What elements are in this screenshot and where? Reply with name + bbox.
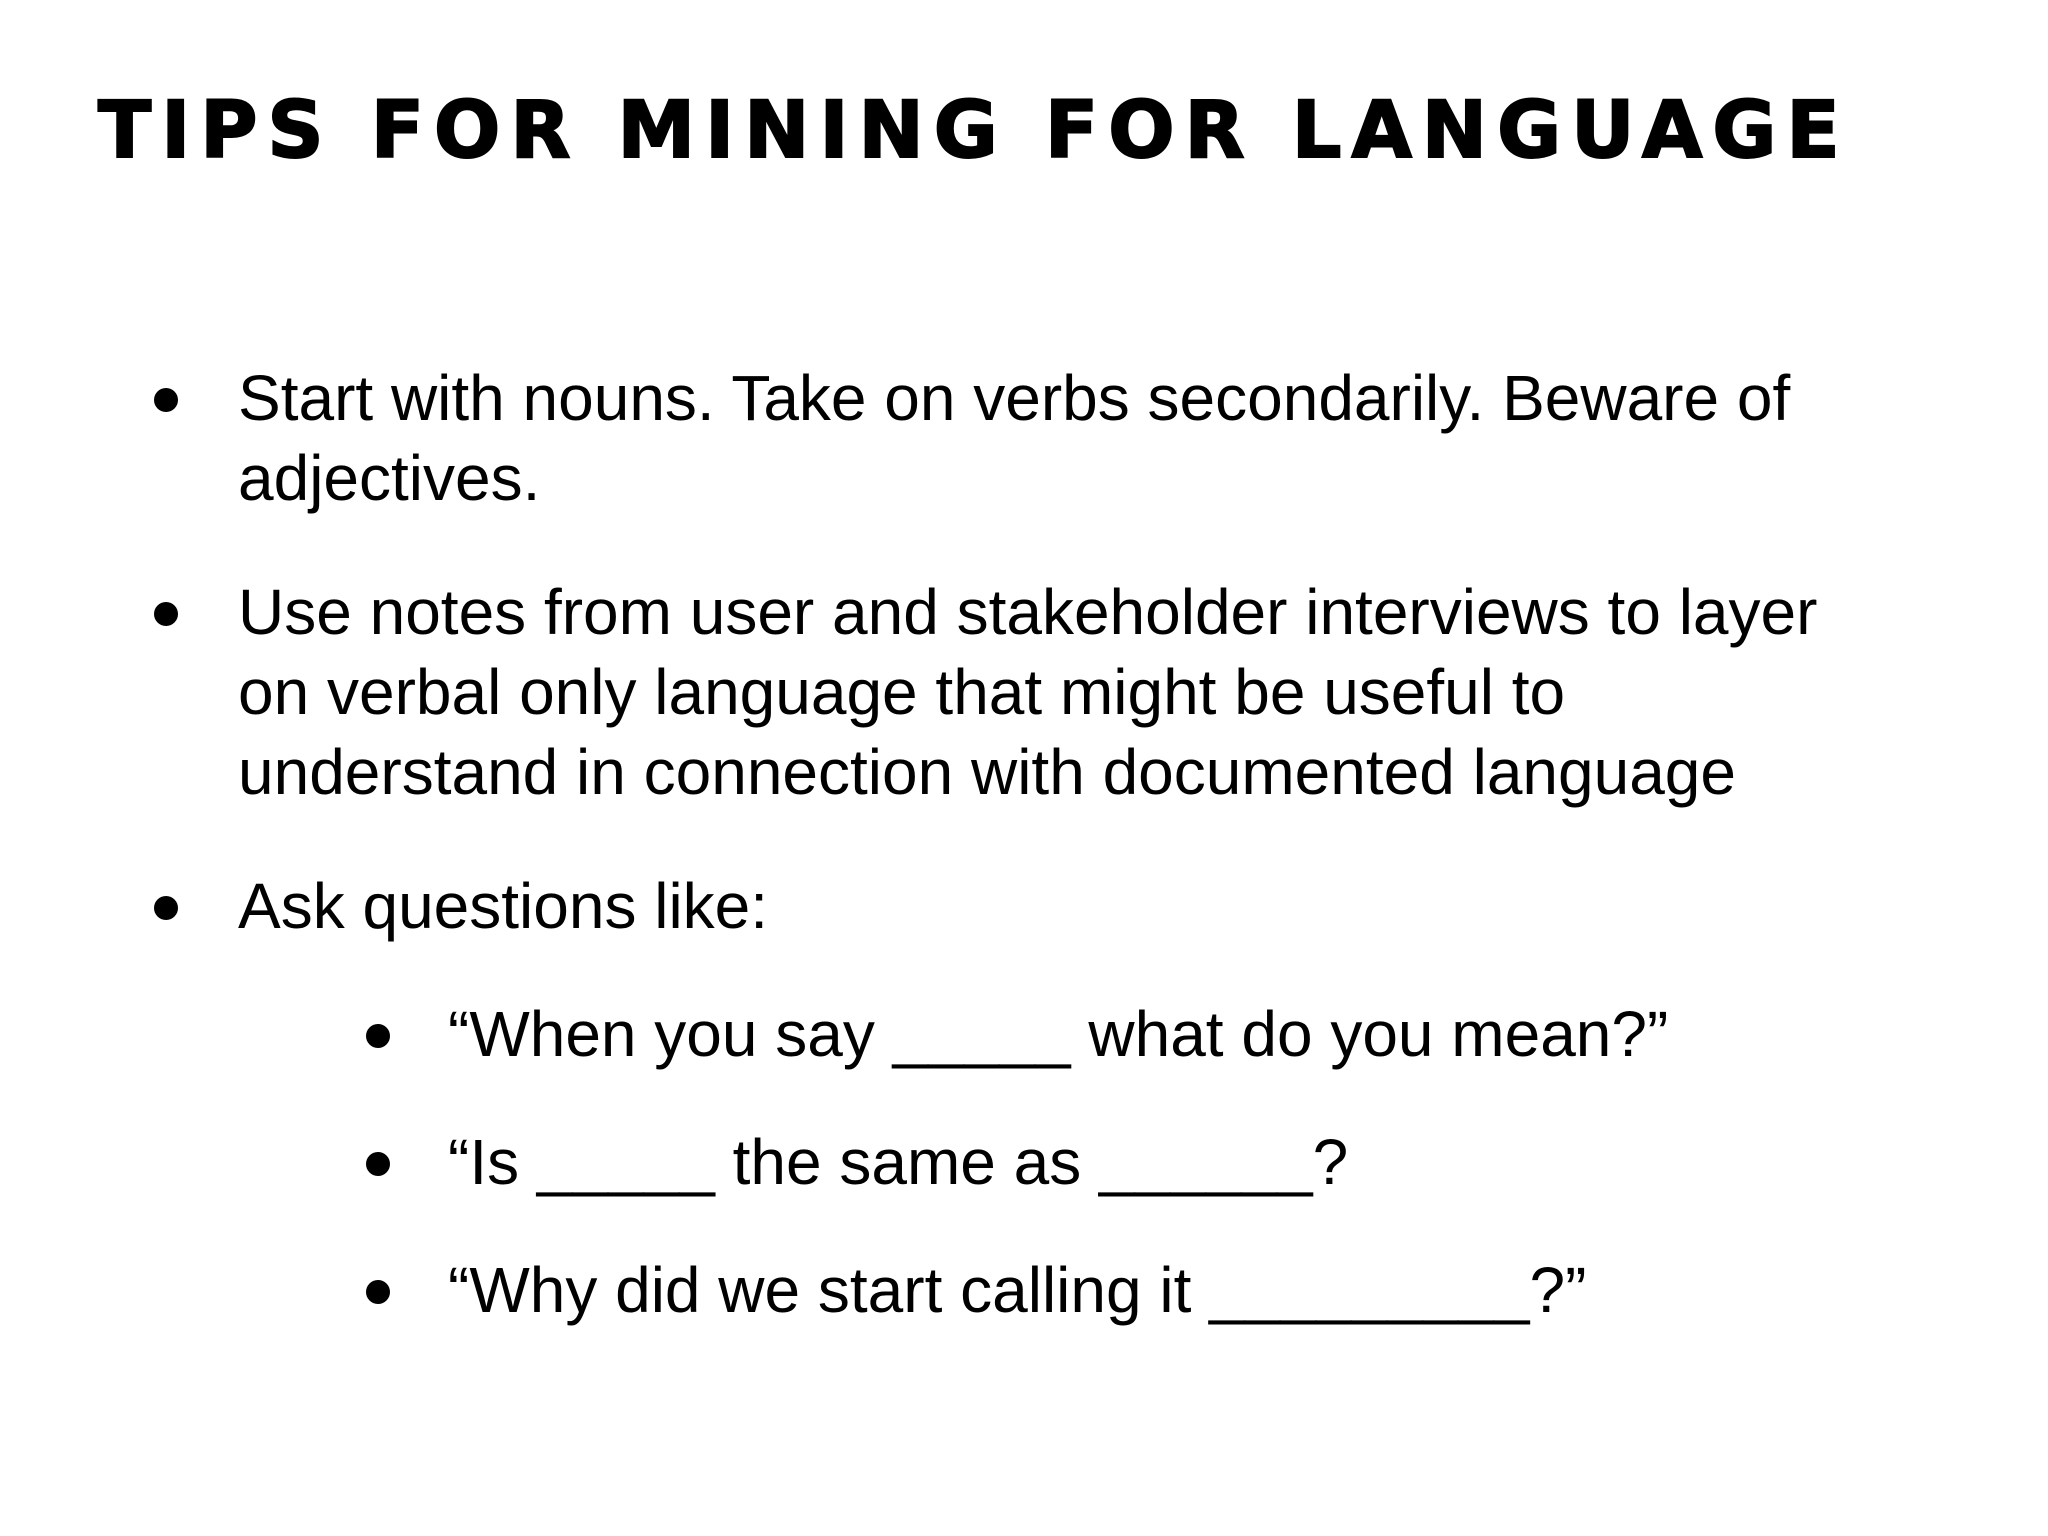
bullet-item bbox=[238, 866, 768, 946]
bullet-dot-icon bbox=[154, 896, 178, 920]
slide-title: TIPS FOR MINING FOR LANGUAGE bbox=[98, 86, 1850, 176]
sub-bullet-item bbox=[448, 994, 1668, 1074]
bullet-text-line: Start with nouns. Take on verbs secondarily. Beware of bbox=[238, 362, 1791, 434]
bullet-item bbox=[238, 572, 1817, 812]
bullet-text-line: adjectives. bbox=[238, 442, 541, 514]
bullet-dot-icon bbox=[366, 1152, 390, 1176]
bullet-text-line: Ask questions like: bbox=[238, 870, 769, 942]
sub-bullet-item bbox=[448, 1250, 1586, 1330]
bullet-text-line: understand in connection with documented language bbox=[238, 736, 1736, 808]
bullet-dot-icon bbox=[366, 1024, 390, 1048]
bullet-dot-icon bbox=[154, 388, 178, 412]
bullet-dot-icon bbox=[154, 602, 178, 626]
sub-bullet-text: “When you say _____ what do you mean?” bbox=[448, 998, 1669, 1070]
sub-bullet-item bbox=[448, 1122, 1348, 1202]
bullet-dot-icon bbox=[366, 1280, 390, 1304]
sub-bullet-text: “Why did we start calling it _________?” bbox=[448, 1254, 1587, 1326]
bullet-text-line: Use notes from user and stakeholder interviews to layer bbox=[238, 576, 1818, 648]
bullet-text-line: on verbal only language that might be useful to bbox=[238, 656, 1566, 728]
sub-bullet-text: “Is _____ the same as ______? bbox=[448, 1126, 1349, 1198]
bullet-item bbox=[238, 358, 1790, 518]
